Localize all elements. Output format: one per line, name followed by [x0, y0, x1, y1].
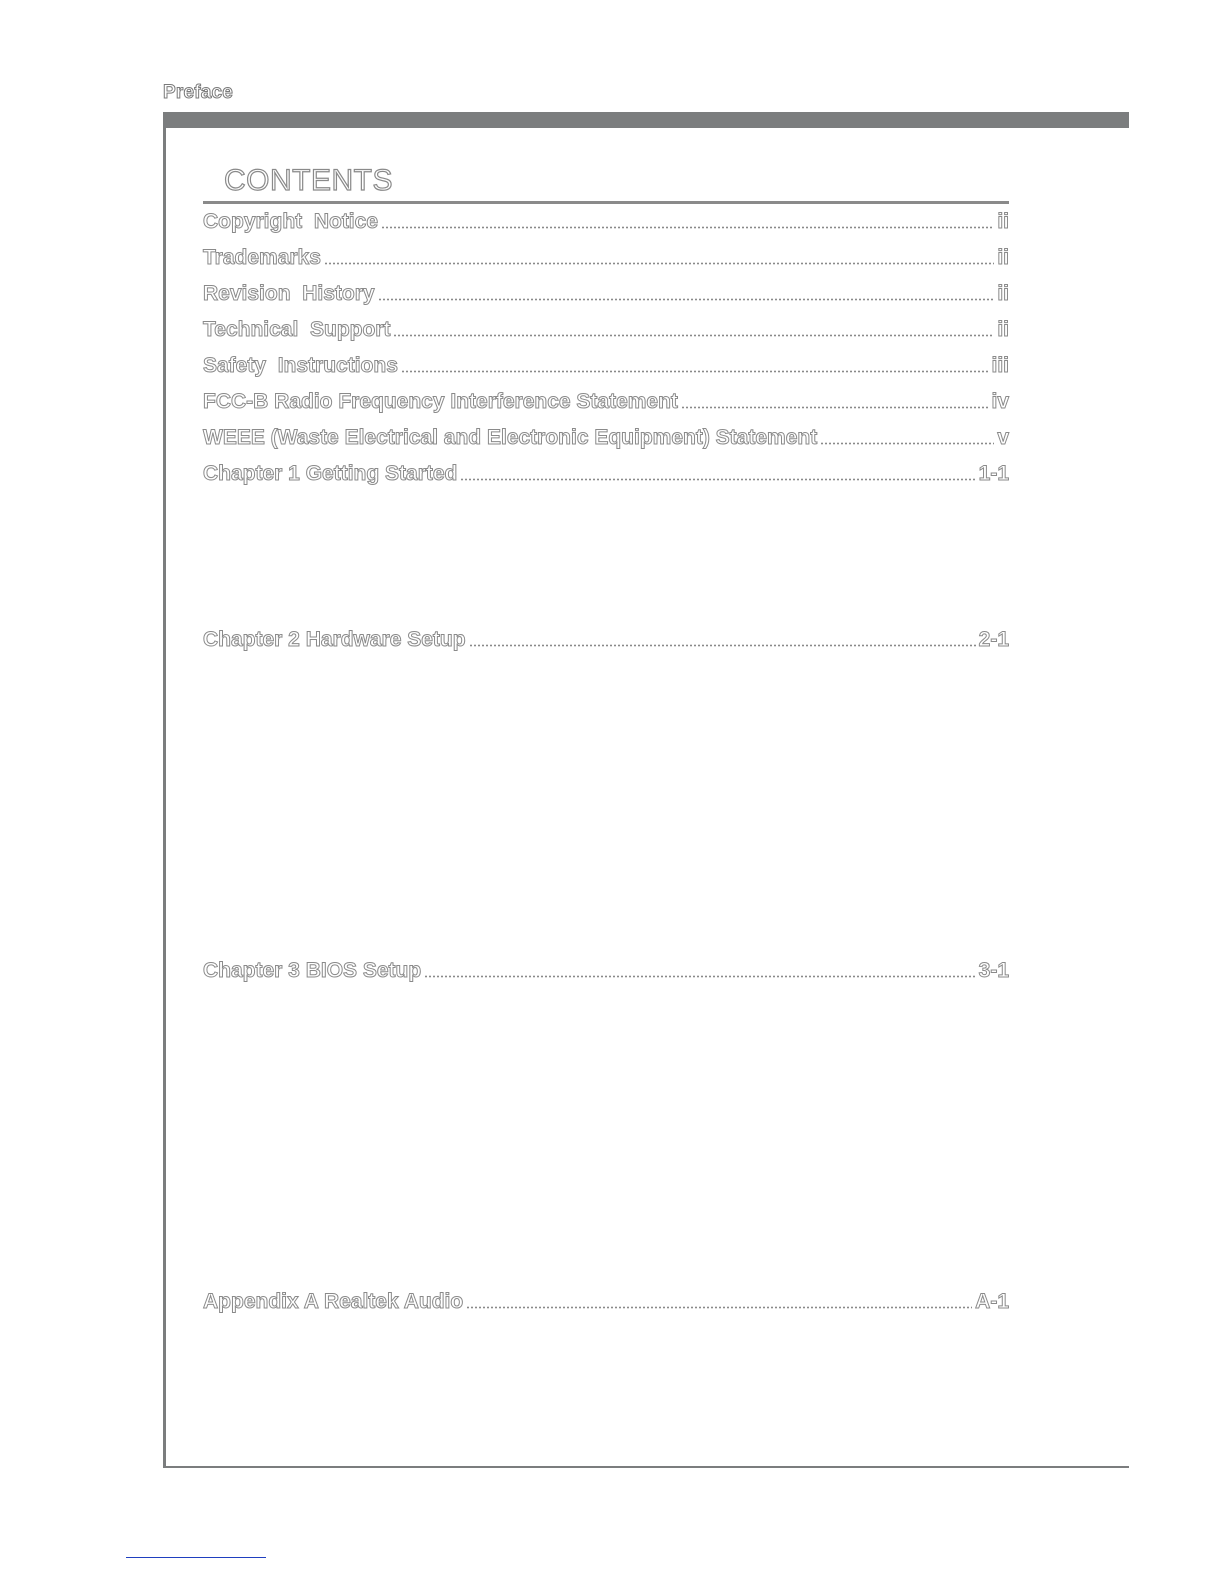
toc-leader-dots: [681, 406, 989, 409]
contents-title-rule: [203, 201, 1009, 204]
toc-entry-page: 1-1: [978, 462, 1009, 485]
toc-entry-safety-instructions[interactable]: [203, 352, 1009, 380]
toc-entry-page: 2-1: [978, 628, 1009, 651]
toc-leader-dots: [466, 1306, 972, 1309]
toc-leader-dots: [324, 262, 994, 265]
footer-link-rule: [126, 1557, 266, 1558]
toc-entry-title: Safety Instructions: [203, 354, 398, 377]
toc-entry-page: A-1: [975, 1290, 1009, 1313]
toc-leader-dots: [378, 298, 995, 301]
toc-entry-page: ii: [997, 318, 1009, 341]
toc-entry-title: Copyright Notice: [203, 210, 379, 233]
toc-entry-page: iii: [991, 354, 1009, 377]
section-label: Preface: [163, 82, 234, 103]
frame-left-border: [163, 112, 166, 1468]
toc-leader-dots: [401, 370, 989, 373]
toc-entry-title: FCC-B Radio Frequency Interference Statement: [203, 390, 678, 413]
toc-entry-appendix-a[interactable]: [203, 1288, 1009, 1316]
toc-entry-revision-history[interactable]: [203, 280, 1009, 308]
toc-entry-fcc-statement[interactable]: [203, 388, 1009, 416]
toc-leader-dots: [424, 975, 975, 978]
contents-title: CONTENTS: [224, 164, 393, 197]
toc-entry-page: ii: [997, 210, 1009, 233]
toc-entry-chapter-3[interactable]: [203, 957, 1009, 985]
toc-entry-title: Technical Support: [203, 318, 391, 341]
toc-entry-title: Chapter 2 Hardware Setup: [203, 628, 466, 651]
toc-entry-technical-support[interactable]: [203, 316, 1009, 344]
toc-leader-dots: [393, 334, 994, 337]
toc-entry-page: iv: [991, 390, 1009, 413]
toc-entry-title: Appendix A Realtek Audio: [203, 1290, 464, 1313]
toc-leader-dots: [381, 226, 994, 229]
toc-leader-dots: [469, 644, 976, 647]
header-bar: [163, 112, 1129, 128]
toc-entry-page: ii: [997, 282, 1009, 305]
frame-bottom-border: [163, 1466, 1129, 1468]
toc-leader-dots: [820, 442, 994, 445]
toc-entry-chapter-2[interactable]: [203, 626, 1009, 654]
toc-entry-weee-statement[interactable]: [203, 424, 1009, 452]
toc-entry-title: Chapter 1 Getting Started: [203, 462, 458, 485]
toc-entry-title: Chapter 3 BIOS Setup: [203, 959, 422, 982]
toc-entry-copyright[interactable]: [203, 208, 1009, 236]
toc-leader-dots: [460, 478, 975, 481]
toc-entry-title: Revision History: [203, 282, 375, 305]
toc-entry-page: v: [997, 426, 1009, 449]
toc-entry-title: WEEE (Waste Electrical and Electronic Equipment) Statement: [203, 426, 818, 449]
toc-entry-title: Trademarks: [203, 246, 321, 269]
toc-entry-page: ii: [997, 246, 1009, 269]
toc-entry-page: 3-1: [978, 959, 1009, 982]
toc-entry-chapter-1[interactable]: [203, 460, 1009, 488]
toc-entry-trademarks[interactable]: [203, 244, 1009, 272]
